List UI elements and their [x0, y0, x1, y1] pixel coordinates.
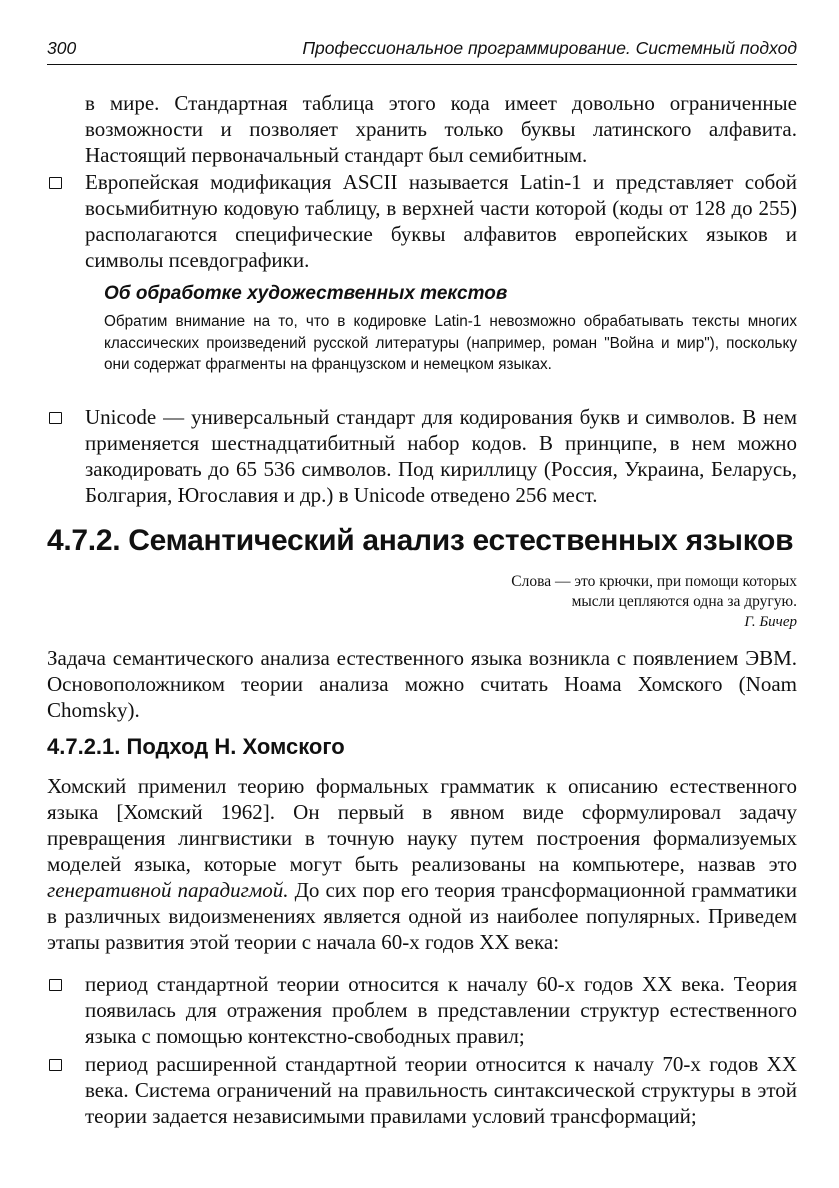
- epigraph: [397, 572, 797, 632]
- emphasis-term: генеративной парадигмой.: [47, 878, 289, 902]
- list-item-latin1: [47, 169, 797, 273]
- epigraph-line: мысли цепляются одна за другую.: [571, 593, 797, 610]
- note-body: Обратим внимание на то, что в кодировке Latin-1 невозможно обрабатывать тексты многих классических произведений русской литературы (например, роман "Война и мир"), поскольку они содержат фрагменты на французском и немецком языках.: [104, 313, 797, 373]
- list-item-text: Европейская модификация ASCII называется Latin-1 и представляет собой восьмибитную кодовую таблицу, в верхней части которой (коды от 128 до 255) располагаются специфические буквы алфавитов европейских языков и символы псевдографики.: [85, 170, 797, 272]
- list-item-text: период стандартной теории относится к началу 60-х годов XX века. Теория появилась для отражения проблем в представлении структур естественного языка с помощью контекстно-свободных правил;: [85, 972, 797, 1048]
- paragraph-text: До сих пор его теория трансформационной грамматики в различных видоизменениях является одной из наиболее популярных. Приведем этапы развития этой теории с начала 60-х годов XX века:: [47, 878, 797, 954]
- checkbox-bullet-icon: [49, 177, 62, 189]
- list-item-text: период расширенной стандартной теории относится к началу 70-х годов XX века. Система ограничений на правильность синтаксической структуры в этой теории задается независимыми правилами условий трансформаций;: [85, 1052, 797, 1128]
- note-title: Об обработке художественных текстов: [104, 283, 508, 304]
- paragraph-semantic-intro: Задача семантического анализа естественного языка возникла с появлением ЭВМ. Основоположником теории анализа можно считать Ноама Хомского (Noam Chomsky).: [47, 646, 797, 722]
- checkbox-bullet-icon: [49, 1059, 62, 1071]
- page-number: 300: [47, 38, 77, 58]
- checkbox-bullet-icon: [49, 412, 62, 424]
- checkbox-bullet-icon: [49, 979, 62, 991]
- paragraph-text: Хомский применил теорию формальных грамматик к описанию естественного языка [Хомский 1962]. Он первый в явном виде сформулировал задачу превращения лингвистики в точную науку путем построения формализуемых моделей языка, которые могут быть реализованы на компьютере, назвав это: [47, 774, 797, 876]
- list-item-standard-theory: [47, 971, 797, 1049]
- note-box: [104, 283, 797, 376]
- list-item-text: Unicode — универсальный стандарт для кодирования букв и символов. В нем применяется шестнадцатибитный набор кодов. В принципе, в нем можно закодировать до 65 536 символов. Под кириллицу (Россия, Украина, Беларусь, Болгария, Югославия и др.) в Unicode отведено 256 мест.: [85, 405, 797, 507]
- running-title: Профессиональное программирование. Системный подход: [302, 38, 797, 58]
- epigraph-line: Слова — это крючки, при помощи которых: [511, 573, 797, 590]
- list-item-unicode: [47, 404, 797, 508]
- paragraph-ascii-continued: в мире. Стандартная таблица этого кода имеет довольно ограниченные возможности и позволяет хранить только буквы латинского алфавита. Настоящий первоначальный стандарт был семибитным.: [85, 91, 797, 167]
- paragraph-chomsky: [47, 773, 797, 955]
- epigraph-author: Г. Бичер: [744, 614, 797, 630]
- list-item-extended-theory: [47, 1051, 797, 1129]
- section-heading: 4.7.2. Семантический анализ естественных языков: [47, 524, 794, 557]
- subsection-heading: 4.7.2.1. Подход Н. Хомского: [47, 734, 345, 759]
- running-header: [47, 38, 797, 65]
